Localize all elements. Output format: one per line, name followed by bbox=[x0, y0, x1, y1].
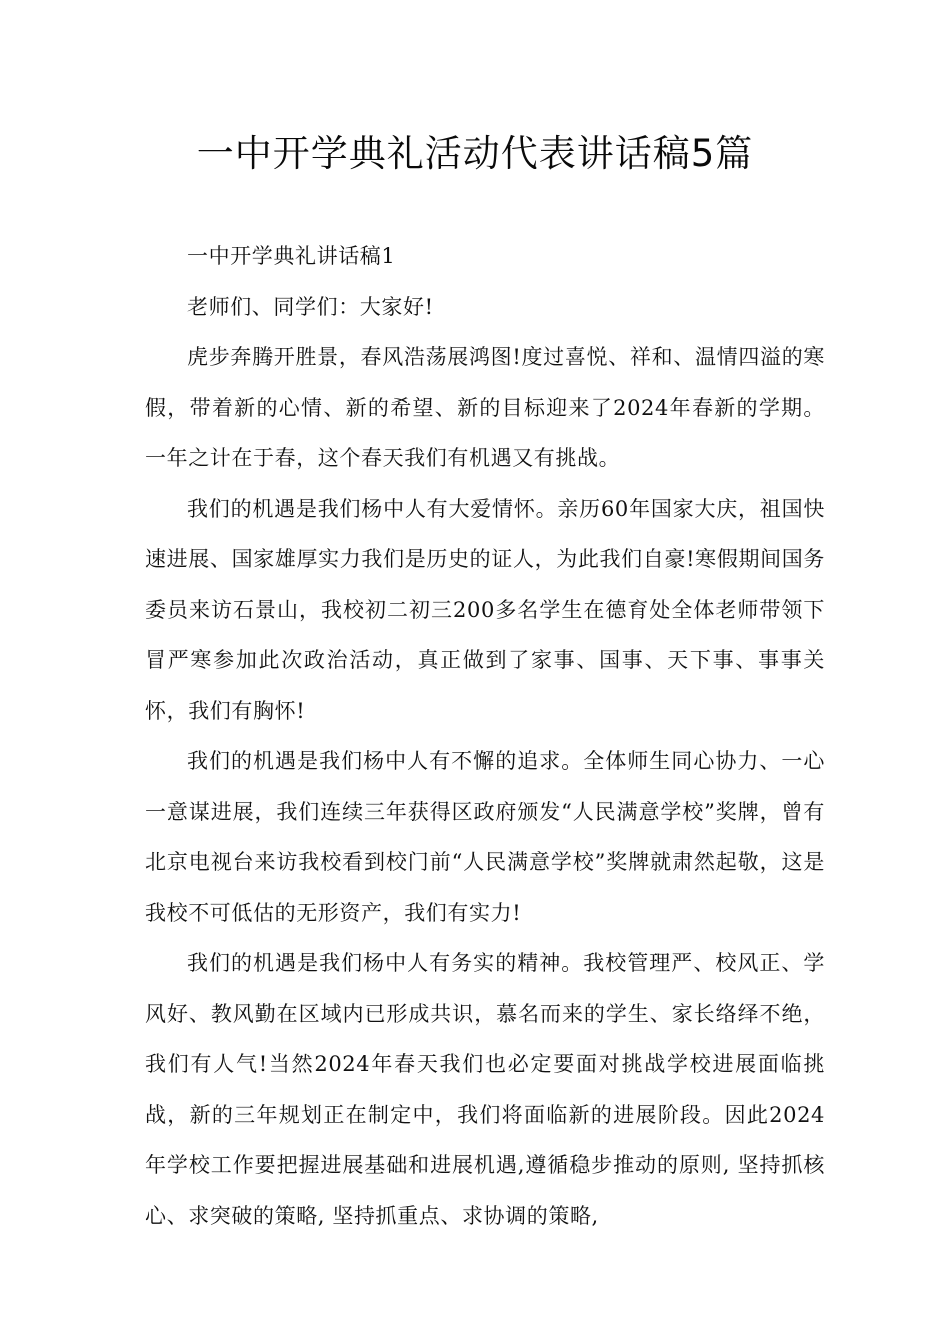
document-title: 一中开学典礼活动代表讲话稿5篇 bbox=[196, 132, 754, 175]
body-paragraph: 我们的机遇是我们杨中人有不懈的追求。全体师生同心协力、一心一意谋进展，我们连续三年获得区政府颁发“人民满意学校”奖牌，曾有北京电视台来访我校看到校门前“人民满意学校”奖牌就肃然起敬，这是我校不可低估的无形资产，我们有实力! bbox=[145, 749, 825, 925]
greeting-paragraph: 老师们、同学们：大家好! bbox=[187, 294, 434, 319]
body-paragraph: 我们的机遇是我们杨中人有务实的精神。我校管理严、校风正、学风好、教风勤在区域内已形成共识，慕名而来的学生、家长络绎不绝，我们有人气!当然2024年春天我们也必定要面对挑战学校进展面临挑战，新的三年规划正在制定中，我们将面临新的进展阶段。因此2024年学校工作要把握进展基础和进展机遇,遵循稳步推动的原则, 坚持抓核心、求突破的策略, 坚持抓重点、求协调的策略, bbox=[145, 951, 825, 1228]
body-paragraph: 虎步奔腾开胜景，春风浩荡展鸿图!度过喜悦、祥和、温情四溢的寒假，带着新的心情、新的希望、新的目标迎来了2024年春新的学期。一年之计在于春，这个春天我们有机遇又有挑战。 bbox=[145, 345, 825, 470]
section-heading: 一中开学典礼讲话稿1 bbox=[187, 244, 396, 268]
body-paragraph: 我们的机遇是我们杨中人有大爱情怀。亲历60年国家大庆，祖国快速进展、国家雄厚实力我们是历史的证人，为此我们自豪!寒假期间国务委员来访石景山，我校初二初三200多名学生在德育处全体老师带领下冒严寒参加此次政治活动，真正做到了家事、国事、天下事、事事关怀，我们有胸怀! bbox=[145, 496, 825, 723]
document-body bbox=[145, 231, 825, 1241]
